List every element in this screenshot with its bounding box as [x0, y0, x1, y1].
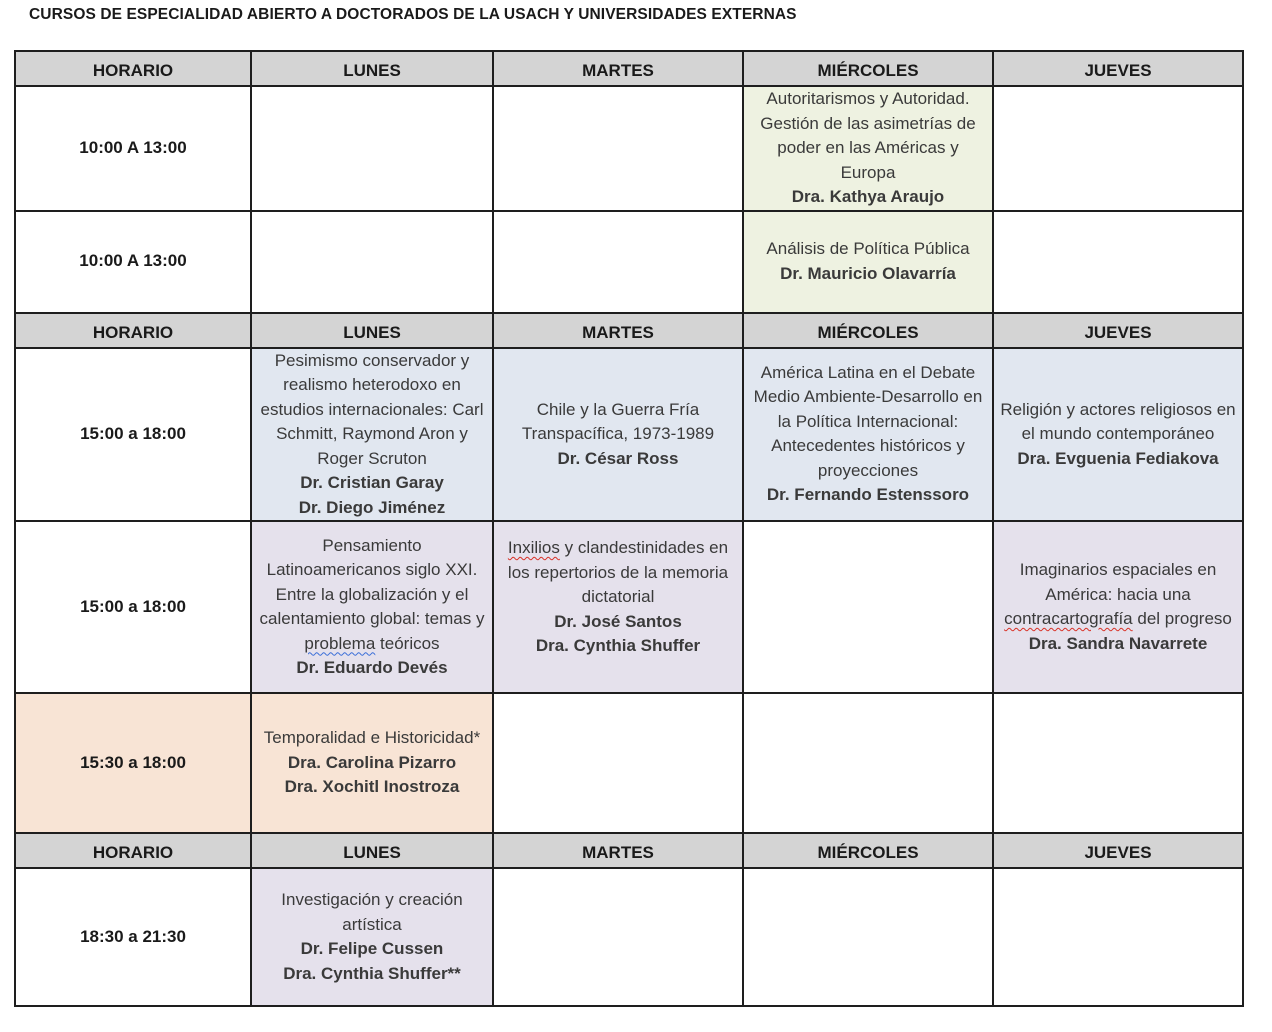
course-cell [743, 348, 993, 522]
spell-flagged-word: contracartografía [1004, 609, 1133, 628]
header-horario: HORARIO [15, 313, 251, 348]
course-title: Investigación y creación artística [281, 890, 463, 934]
professor-name: Dr. César Ross [557, 448, 679, 468]
professor-name: Dr. Cristian Garay [300, 473, 444, 492]
time-slot: 18:30 a 21:30 [15, 868, 251, 1006]
schedule-row [15, 348, 1243, 522]
empty-cell [493, 211, 743, 313]
header-martes: MARTES [493, 51, 743, 86]
course-title-part: del progreso [1137, 609, 1232, 628]
professor-name: Dr. Mauricio Olavarría [780, 263, 956, 283]
header-row [15, 833, 1243, 868]
professor-name: Dr. José Santos [554, 611, 682, 631]
course-title [1000, 558, 1236, 632]
course-title: Pesimismo conservador y realismo heterodoxo en estudios internacionales: Carl Schmitt, Raymond Aron y Roger Scruton [260, 350, 484, 468]
header-horario: HORARIO [15, 51, 251, 86]
empty-cell [993, 693, 1243, 833]
course-title: Temporalidad e Historicidad* [263, 728, 481, 748]
course-cell [251, 521, 493, 693]
header-miercoles: MIÉRCOLES [743, 51, 993, 86]
empty-cell [493, 868, 743, 1006]
schedule-row [15, 521, 1243, 693]
empty-cell [993, 86, 1243, 211]
course-cell [493, 348, 743, 522]
course-cell [251, 693, 493, 833]
course-cell [251, 348, 493, 522]
header-lunes: LUNES [251, 313, 493, 348]
professor-name: Dra. Xochitl Inostroza [284, 777, 460, 797]
course-title-part: teóricos [380, 633, 440, 653]
course-cell [743, 86, 993, 211]
header-lunes: LUNES [251, 833, 493, 868]
empty-cell [743, 868, 993, 1006]
professor-name: Dr. Felipe Cussen [300, 939, 444, 958]
empty-cell [993, 211, 1243, 313]
header-horario: HORARIO [15, 833, 251, 868]
course-cell [743, 211, 993, 313]
header-jueves: JUEVES [993, 833, 1243, 868]
schedule-row [15, 868, 1243, 1006]
header-row [15, 51, 1243, 86]
professor-name: Dra. Cynthia Shuffer [535, 636, 701, 655]
schedule-row [15, 693, 1243, 833]
course-cell [251, 868, 493, 1006]
header-martes: MARTES [493, 833, 743, 868]
course-title: Chile y la Guerra Fría Transpacífica, 1973-1989 [521, 399, 715, 443]
empty-cell [743, 693, 993, 833]
course-title: Análisis de Política Pública [766, 239, 970, 258]
grammar-flagged-word: problema [304, 633, 376, 653]
page-title: CURSOS DE ESPECIALIDAD ABIERTO A DOCTORADOS DE LA USACH Y UNIVERSIDADES EXTERNAS [29, 6, 797, 23]
empty-cell [493, 86, 743, 211]
course-cell [993, 521, 1243, 693]
empty-cell [251, 211, 493, 313]
professor-name: Dra. Sandra Navarrete [1028, 633, 1208, 653]
course-title: América Latina en el Debate Medio Ambiente-Desarrollo en la Política Internacional: Antecedentes históricos y proyecciones [753, 362, 983, 480]
course-title: Autoritarismos y Autoridad. Gestión de las asimetrías de poder en las Américas y Europa [760, 89, 976, 182]
professor-name: Dra. Kathya Araujo [791, 187, 945, 206]
header-miercoles: MIÉRCOLES [743, 313, 993, 348]
header-martes: MARTES [493, 313, 743, 348]
professor-name: Dr. Diego Jiménez [298, 497, 446, 517]
professor-name: Dra. Evguenia Fediakova [1017, 448, 1219, 468]
schedule-row [15, 86, 1243, 211]
time-slot: 15:00 a 18:00 [15, 348, 251, 522]
spell-flagged-word: Inxilios [507, 538, 560, 557]
professor-name: Dra. Carolina Pizarro [287, 752, 457, 772]
time-slot: 10:00 A 13:00 [15, 86, 251, 211]
schedule-row [15, 211, 1243, 313]
course-title-part: y clandestinidades en los repertorios de la memoria dictatorial [507, 538, 729, 606]
time-slot: 15:00 a 18:00 [15, 521, 251, 693]
course-cell [993, 348, 1243, 522]
header-jueves: JUEVES [993, 313, 1243, 348]
course-title: Religión y actores religiosos en el mundo contemporáneo [1000, 399, 1236, 443]
course-title-part: Pensamiento Latinoamericanos siglo XXI. Entre la globalización y el calentamiento global: temas y [259, 535, 485, 628]
empty-cell [493, 693, 743, 833]
header-lunes: LUNES [251, 51, 493, 86]
header-row [15, 313, 1243, 348]
professor-name: Dr. Fernando Estenssoro [766, 485, 970, 505]
empty-cell [743, 521, 993, 693]
time-slot: 10:00 A 13:00 [15, 211, 251, 313]
empty-cell [251, 86, 493, 211]
empty-cell [993, 868, 1243, 1006]
time-slot: 15:30 a 18:00 [15, 693, 251, 833]
header-miercoles: MIÉRCOLES [743, 833, 993, 868]
course-title [500, 536, 736, 610]
professor-name: Dr. Eduardo Devés [296, 658, 448, 677]
schedule-table [14, 50, 1244, 1007]
course-title [258, 534, 486, 657]
professor-name: Dra. Cynthia Shuffer** [283, 963, 461, 983]
header-jueves: JUEVES [993, 51, 1243, 86]
course-title-part: Imaginarios espaciales en América: hacia una [1019, 560, 1217, 604]
course-cell [493, 521, 743, 693]
